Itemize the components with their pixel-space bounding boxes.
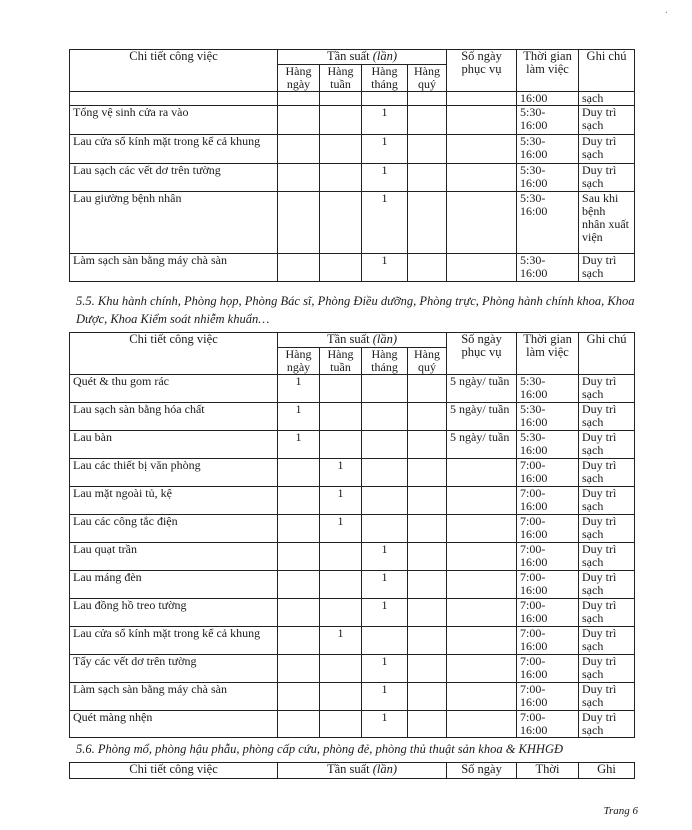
header-frequency: Tần suất (lần) bbox=[278, 763, 447, 779]
daily-cell: 1 bbox=[278, 431, 320, 459]
quarterly-cell bbox=[408, 431, 447, 459]
service-days-cell bbox=[447, 655, 517, 683]
task-cell: Lau giường bệnh nhân bbox=[70, 192, 278, 254]
note-cell: Duy trì sạch bbox=[579, 711, 635, 738]
service-days-cell bbox=[447, 571, 517, 599]
monthly-cell bbox=[362, 487, 408, 515]
time-cell: 7:00- 16:00 bbox=[517, 683, 579, 711]
service-days-cell bbox=[447, 459, 517, 487]
table-row bbox=[70, 164, 635, 192]
task-cell: Làm sạch sàn bằng máy chà sàn bbox=[70, 254, 278, 282]
note-cell: Duy trì sạch bbox=[579, 164, 635, 192]
daily-cell bbox=[278, 599, 320, 627]
time-cell: 5:30- 16:00 bbox=[517, 164, 579, 192]
quarterly-cell bbox=[408, 135, 447, 164]
header-daily: Hàng ngày bbox=[278, 348, 320, 375]
note-cell: Duy trì sạch bbox=[579, 459, 635, 487]
quarterly-cell bbox=[408, 106, 447, 135]
service-days-cell bbox=[447, 543, 517, 571]
table-section-5-5 bbox=[69, 332, 635, 738]
service-days-cell: 5 ngày/ tuần bbox=[447, 403, 517, 431]
daily-cell bbox=[278, 543, 320, 571]
header-note: Ghi chú bbox=[579, 333, 635, 375]
table-row bbox=[70, 627, 635, 655]
quarterly-cell bbox=[408, 599, 447, 627]
task-cell: Lau bàn bbox=[70, 431, 278, 459]
monthly-cell: 1 bbox=[362, 655, 408, 683]
time-cell: 7:00- 16:00 bbox=[517, 515, 579, 543]
task-cell: Quét & thu gom rác bbox=[70, 375, 278, 403]
task-cell: Tổng vệ sinh cửa ra vào bbox=[70, 106, 278, 135]
quarterly-cell bbox=[408, 403, 447, 431]
daily-cell bbox=[278, 459, 320, 487]
monthly-cell bbox=[362, 515, 408, 543]
monthly-cell: 1 bbox=[362, 135, 408, 164]
task-cell: Lau các thiết bị văn phòng bbox=[70, 459, 278, 487]
weekly-cell bbox=[320, 543, 362, 571]
header-frequency: Tần suất (lần) bbox=[278, 50, 447, 65]
task-cell: Làm sạch sàn bằng máy chà sàn bbox=[70, 683, 278, 711]
task-cell: Tẩy các vết dơ trên tường bbox=[70, 655, 278, 683]
weekly-cell bbox=[320, 254, 362, 282]
header-service-days: Số ngày bbox=[447, 763, 517, 779]
header-weekly: Hàng tuần bbox=[320, 348, 362, 375]
weekly-cell bbox=[320, 431, 362, 459]
note-cell: Duy trì sạch bbox=[579, 403, 635, 431]
note-cell: Sau khi bệnh nhân xuất viện bbox=[579, 192, 635, 254]
weekly-cell bbox=[320, 655, 362, 683]
corner-dot-mark: · bbox=[664, 8, 668, 19]
service-days-cell bbox=[447, 487, 517, 515]
weekly-cell bbox=[320, 375, 362, 403]
table-section-5-4-continued bbox=[69, 49, 635, 282]
header-monthly: Hàng tháng bbox=[362, 65, 408, 92]
header-daily: Hàng ngày bbox=[278, 65, 320, 92]
monthly-cell bbox=[362, 403, 408, 431]
daily-cell bbox=[278, 711, 320, 738]
weekly-cell bbox=[320, 599, 362, 627]
daily-cell: 1 bbox=[278, 403, 320, 431]
quarterly-cell bbox=[408, 627, 447, 655]
header-note: Ghi bbox=[579, 763, 635, 779]
note-cell: Duy trì sạch bbox=[579, 655, 635, 683]
time-cell: 7:00- 16:00 bbox=[517, 571, 579, 599]
monthly-cell: 1 bbox=[362, 164, 408, 192]
quarterly-cell bbox=[408, 192, 447, 254]
time-cell: 5:30- 16:00 bbox=[517, 135, 579, 164]
note-cell: Duy trì sạch bbox=[579, 431, 635, 459]
table-row bbox=[70, 655, 635, 683]
section-heading-5-6: 5.6. Phòng mổ, phòng hậu phẫu, phòng cấp cứu, phòng đẻ, phòng thủ thuật sản khoa & KHHGĐ bbox=[76, 742, 563, 756]
task-cell: Lau cửa sổ kính mặt trong kể cả khung bbox=[70, 135, 278, 164]
service-days-cell bbox=[447, 515, 517, 543]
weekly-cell: 1 bbox=[320, 487, 362, 515]
table-row bbox=[70, 135, 635, 164]
monthly-cell: 1 bbox=[362, 711, 408, 738]
monthly-cell: 1 bbox=[362, 106, 408, 135]
header-monthly: Hàng tháng bbox=[362, 348, 408, 375]
service-days-cell bbox=[447, 135, 517, 164]
weekly-cell: 1 bbox=[320, 627, 362, 655]
time-cell: 16:00 bbox=[517, 92, 579, 106]
time-cell: 7:00- 16:00 bbox=[517, 459, 579, 487]
table-row bbox=[70, 431, 635, 459]
daily-cell bbox=[278, 655, 320, 683]
note-cell: Duy trì sạch bbox=[579, 571, 635, 599]
monthly-cell bbox=[362, 459, 408, 487]
quarterly-cell bbox=[408, 254, 447, 282]
service-days-cell: 5 ngày/ tuần bbox=[447, 431, 517, 459]
header-task: Chi tiết công việc bbox=[70, 333, 278, 375]
note-cell: Duy trì sạch bbox=[579, 515, 635, 543]
quarterly-cell bbox=[408, 543, 447, 571]
section-heading-5-5: 5.5. Khu hành chính, Phòng họp, Phòng Bác sĩ, Phòng Điều dưỡng, Phòng trực, Phòng hành chính khoa, Khoa Dược, Khoa Kiểm soát nhiễm khuẩn… bbox=[76, 294, 635, 326]
table-row bbox=[70, 375, 635, 403]
monthly-cell: 1 bbox=[362, 599, 408, 627]
time-cell: 7:00- 16:00 bbox=[517, 487, 579, 515]
time-cell: 7:00- 16:00 bbox=[517, 711, 579, 738]
task-cell: Lau quạt trần bbox=[70, 543, 278, 571]
monthly-cell: 1 bbox=[362, 543, 408, 571]
task-cell: Lau đồng hồ treo tường bbox=[70, 599, 278, 627]
quarterly-cell bbox=[408, 515, 447, 543]
weekly-cell bbox=[320, 192, 362, 254]
service-days-cell bbox=[447, 254, 517, 282]
daily-cell bbox=[278, 164, 320, 192]
note-cell: Duy trì sạch bbox=[579, 135, 635, 164]
monthly-cell: 1 bbox=[362, 254, 408, 282]
quarterly-cell bbox=[408, 459, 447, 487]
task-cell: Lau mặt ngoài tủ, kệ bbox=[70, 487, 278, 515]
page-number: Trang 6 bbox=[603, 805, 638, 817]
header-service-days: Số ngày phục vụ bbox=[447, 333, 517, 375]
note-cell: Duy trì sạch bbox=[579, 375, 635, 403]
table-row bbox=[70, 487, 635, 515]
daily-cell: 1 bbox=[278, 375, 320, 403]
header-weekly: Hàng tuần bbox=[320, 65, 362, 92]
table-row bbox=[70, 599, 635, 627]
table-row bbox=[70, 459, 635, 487]
task-cell: Lau các công tắc điện bbox=[70, 515, 278, 543]
service-days-cell bbox=[447, 599, 517, 627]
monthly-cell bbox=[362, 431, 408, 459]
time-cell: 5:30- 16:00 bbox=[517, 192, 579, 254]
table-row bbox=[70, 403, 635, 431]
daily-cell bbox=[278, 192, 320, 254]
daily-cell bbox=[278, 254, 320, 282]
weekly-cell bbox=[320, 711, 362, 738]
table-row bbox=[70, 192, 635, 254]
daily-cell bbox=[278, 106, 320, 135]
table-row bbox=[70, 254, 635, 282]
quarterly-cell bbox=[408, 571, 447, 599]
time-cell: 5:30- 16:00 bbox=[517, 431, 579, 459]
header-working-time: Thời gian làm việc bbox=[517, 333, 579, 375]
time-cell: 7:00- 16:00 bbox=[517, 543, 579, 571]
note-cell: Duy trì sạch bbox=[579, 627, 635, 655]
service-days-cell bbox=[447, 711, 517, 738]
note-cell: Duy trì sạch bbox=[579, 683, 635, 711]
daily-cell bbox=[278, 571, 320, 599]
monthly-cell: 1 bbox=[362, 192, 408, 254]
note-cell: Duy trì sạch bbox=[579, 543, 635, 571]
header-working-time: Thời gian làm việc bbox=[517, 50, 579, 92]
quarterly-cell bbox=[408, 487, 447, 515]
weekly-cell: 1 bbox=[320, 515, 362, 543]
task-cell: Lau máng đèn bbox=[70, 571, 278, 599]
header-quarterly: Hàng quý bbox=[408, 348, 447, 375]
service-days-cell bbox=[447, 164, 517, 192]
weekly-cell bbox=[320, 683, 362, 711]
quarterly-cell bbox=[408, 655, 447, 683]
quarterly-cell bbox=[408, 683, 447, 711]
table-row bbox=[70, 543, 635, 571]
header-working-time: Thời bbox=[517, 763, 579, 779]
task-cell: Lau cửa sổ kính mặt trong kể cả khung bbox=[70, 627, 278, 655]
service-days-cell bbox=[447, 106, 517, 135]
service-days-cell bbox=[447, 683, 517, 711]
weekly-cell bbox=[320, 164, 362, 192]
task-cell: Lau sạch các vết dơ trên tường bbox=[70, 164, 278, 192]
weekly-cell bbox=[320, 106, 362, 135]
header-note: Ghi chú bbox=[579, 50, 635, 92]
note-cell: Duy trì sạch bbox=[579, 254, 635, 282]
header-quarterly: Hàng quý bbox=[408, 65, 447, 92]
monthly-cell bbox=[362, 627, 408, 655]
monthly-cell: 1 bbox=[362, 571, 408, 599]
weekly-cell bbox=[320, 135, 362, 164]
quarterly-cell bbox=[408, 711, 447, 738]
header-task: Chi tiết công việc bbox=[70, 50, 278, 92]
daily-cell bbox=[278, 135, 320, 164]
header-frequency: Tần suất (lần) bbox=[278, 333, 447, 348]
table-row bbox=[70, 515, 635, 543]
table-section-5-6 bbox=[69, 762, 635, 779]
task-cell: Lau sạch sàn bằng hóa chất bbox=[70, 403, 278, 431]
time-cell: 7:00- 16:00 bbox=[517, 599, 579, 627]
table-row bbox=[70, 683, 635, 711]
time-cell: 7:00- 16:00 bbox=[517, 627, 579, 655]
daily-cell bbox=[278, 627, 320, 655]
weekly-cell bbox=[320, 403, 362, 431]
service-days-cell bbox=[447, 627, 517, 655]
table-row bbox=[70, 106, 635, 135]
header-task: Chi tiết công việc bbox=[70, 763, 278, 779]
service-days-cell bbox=[447, 192, 517, 254]
weekly-cell bbox=[320, 571, 362, 599]
time-cell: 7:00- 16:00 bbox=[517, 655, 579, 683]
task-cell: Quét màng nhện bbox=[70, 711, 278, 738]
monthly-cell bbox=[362, 375, 408, 403]
table-row-cutoff bbox=[70, 92, 635, 106]
time-cell: 5:30- 16:00 bbox=[517, 403, 579, 431]
table-row bbox=[70, 711, 635, 738]
monthly-cell: 1 bbox=[362, 683, 408, 711]
time-cell: 5:30- 16:00 bbox=[517, 254, 579, 282]
daily-cell bbox=[278, 487, 320, 515]
table-row bbox=[70, 571, 635, 599]
note-cell: sạch bbox=[579, 92, 635, 106]
note-cell: Duy trì sạch bbox=[579, 487, 635, 515]
header-service-days: Số ngày phục vụ bbox=[447, 50, 517, 92]
time-cell: 5:30- 16:00 bbox=[517, 106, 579, 135]
weekly-cell: 1 bbox=[320, 459, 362, 487]
time-cell: 5:30- 16:00 bbox=[517, 375, 579, 403]
note-cell: Duy trì sạch bbox=[579, 599, 635, 627]
daily-cell bbox=[278, 683, 320, 711]
quarterly-cell bbox=[408, 164, 447, 192]
note-cell: Duy trì sạch bbox=[579, 106, 635, 135]
quarterly-cell bbox=[408, 375, 447, 403]
service-days-cell: 5 ngày/ tuần bbox=[447, 375, 517, 403]
daily-cell bbox=[278, 515, 320, 543]
